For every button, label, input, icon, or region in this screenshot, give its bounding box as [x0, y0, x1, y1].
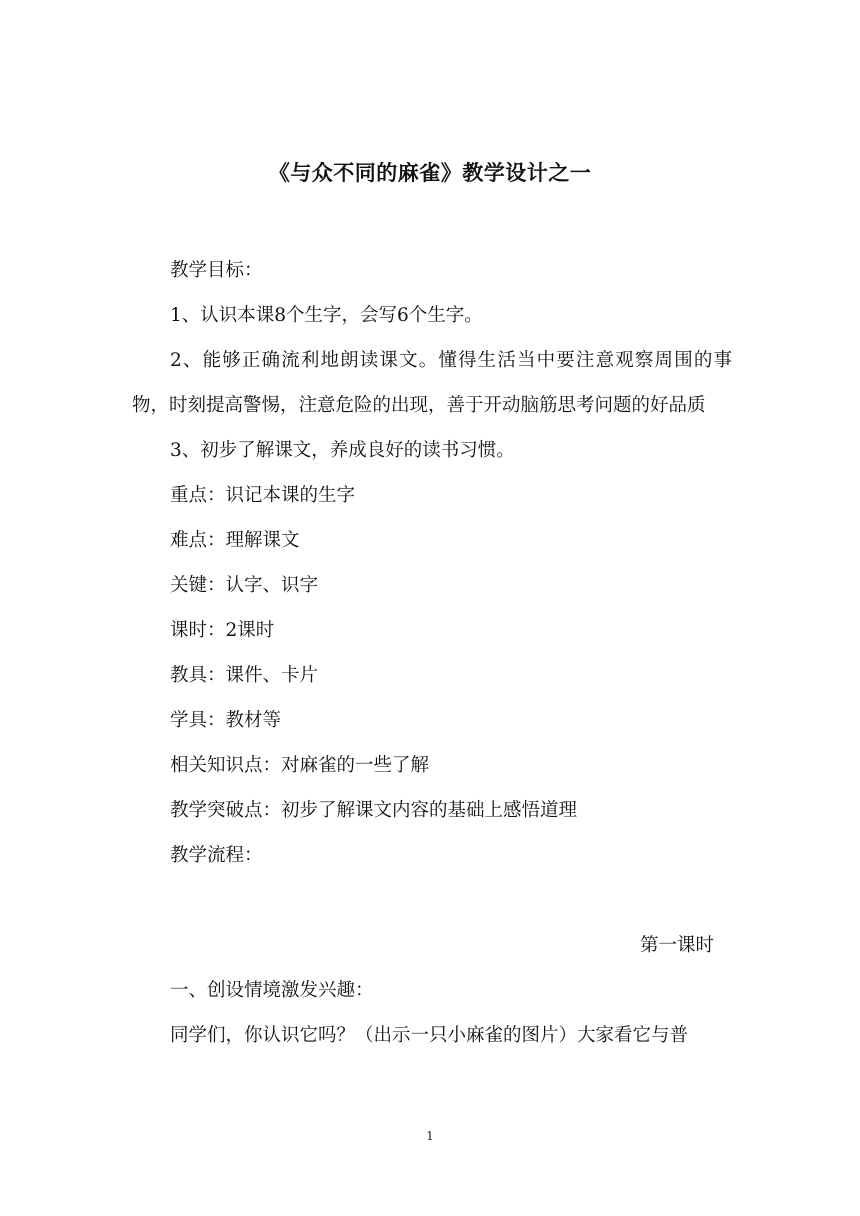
paragraph-teaching-goals: 教学目标：	[170, 260, 263, 281]
paragraph-goal-1: 1、认识本课8个生字，会写6个生字。	[170, 305, 483, 326]
paragraph-key: 关键：认字、识字	[170, 575, 319, 596]
blank-line	[132, 878, 732, 923]
paragraph-key-point: 重点：识记本课的生字	[170, 485, 356, 506]
paragraph-learning-aids: 学具：教材等	[170, 710, 282, 731]
section-paragraph: 同学们，你认识它吗？（出示一只小麻雀的图片）大家看它与普	[170, 1025, 689, 1046]
paragraph-teaching-aids: 教具：课件、卡片	[170, 665, 319, 686]
section-heading: 一、创设情境激发兴趣：	[170, 980, 374, 1001]
document-title: 《与众不同的麻雀》教学设计之一	[268, 161, 592, 185]
page-number: 1	[426, 1129, 434, 1143]
paragraph-difficulty: 难点：理解课文	[170, 530, 300, 551]
paragraph-related-knowledge: 相关知识点：对麻雀的一些了解	[170, 755, 430, 776]
lesson-heading: 第一课时	[639, 935, 714, 956]
paragraph-goal-2: 2、能够正确流利地朗读课文。懂得生活当中要注意观察周围的事物，时刻提高警惕，注意危险的出现，善于开动脑筋思考问题的好品质	[132, 350, 732, 416]
document-body	[132, 248, 732, 1058]
paragraph-class-hours: 课时：2课时	[170, 620, 275, 641]
paragraph-breakthrough: 教学突破点：初步了解课文内容的基础上感悟道理	[170, 800, 578, 821]
paragraph-teaching-process: 教学流程：	[170, 845, 263, 866]
paragraph-goal-3: 3、初步了解课文，养成良好的读书习惯。	[170, 440, 515, 461]
